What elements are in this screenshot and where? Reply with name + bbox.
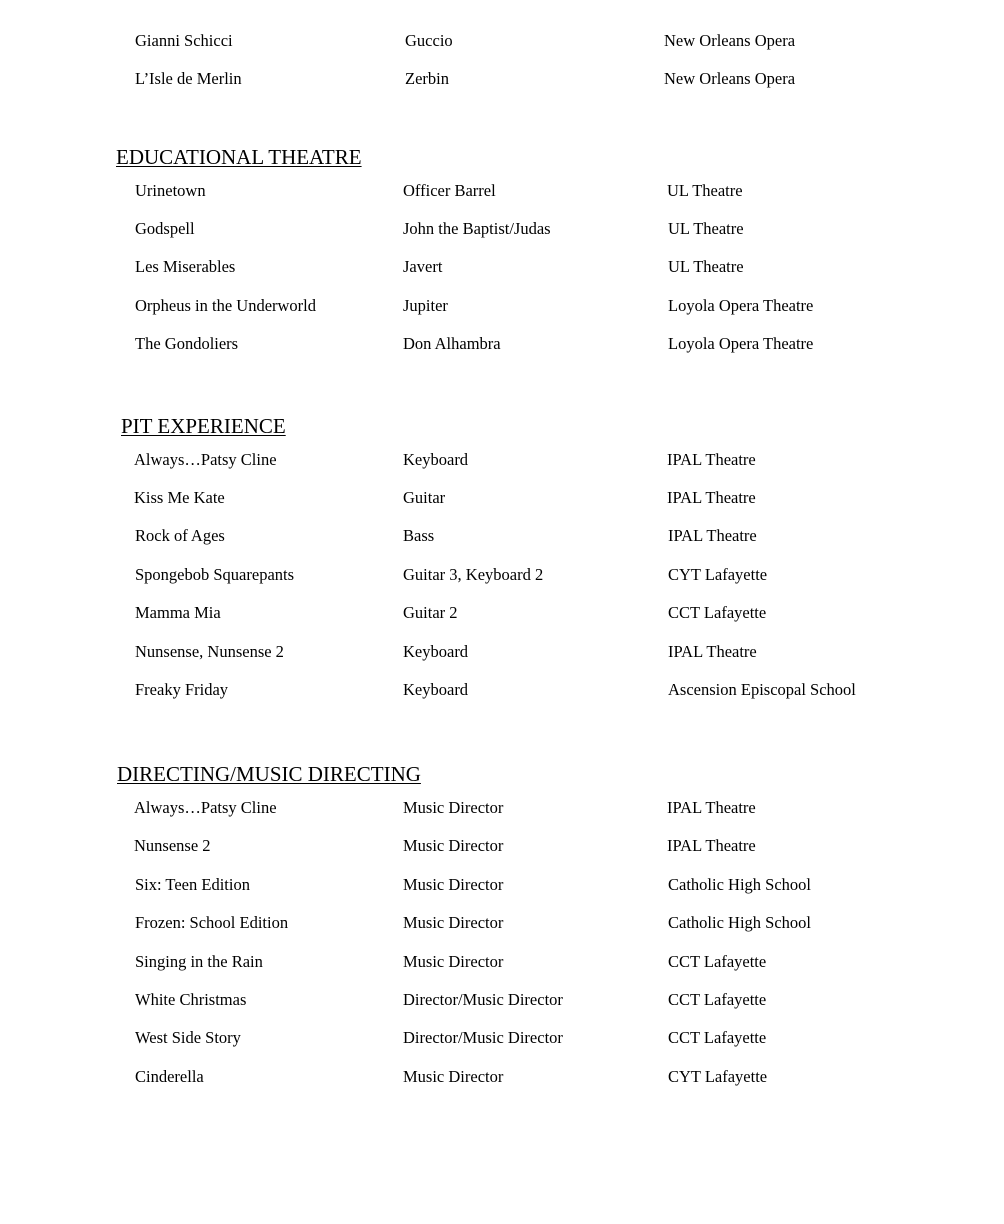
section-heading-directing: DIRECTING/MUSIC DIRECTING <box>117 762 421 786</box>
credit-title: L’Isle de Merlin <box>135 69 242 88</box>
credit-title: Rock of Ages <box>135 526 225 545</box>
credit-company: IPAL Theatre <box>667 450 756 469</box>
credit-title: Gianni Schicci <box>135 31 233 50</box>
section-heading-pit-experience: PIT EXPERIENCE <box>121 414 286 438</box>
credit-role: Music Director <box>403 798 504 817</box>
credit-title: Spongebob Squarepants <box>135 565 295 584</box>
credit-company: Catholic High School <box>668 875 811 894</box>
credit-company: CYT Lafayette <box>668 1067 768 1086</box>
credit-role: Javert <box>403 257 443 276</box>
credit-role: Music Director <box>403 913 504 932</box>
credit-title: Urinetown <box>135 181 206 200</box>
credit-company: CYT Lafayette <box>668 565 768 584</box>
credit-role: Music Director <box>403 875 504 894</box>
credit-company: IPAL Theatre <box>668 642 757 661</box>
credit-title: Always…Patsy Cline <box>134 798 277 817</box>
credit-company: New Orleans Opera <box>664 69 796 88</box>
credit-company: UL Theatre <box>668 219 744 238</box>
credit-title: Singing in the Rain <box>135 952 263 971</box>
credit-title: The Gondoliers <box>135 334 239 353</box>
credit-company: CCT Lafayette <box>668 1028 767 1047</box>
section-heading-educational-theatre: EDUCATIONAL THEATRE <box>116 145 362 169</box>
credit-role: Guitar <box>403 488 446 507</box>
credit-role: Keyboard <box>403 450 469 469</box>
credit-company: IPAL Theatre <box>668 526 757 545</box>
credit-role: Jupiter <box>403 296 448 315</box>
credit-role: Keyboard <box>403 680 469 699</box>
credit-role: Director/Music Director <box>403 990 563 1009</box>
credit-role: Bass <box>403 526 435 545</box>
credit-title: West Side Story <box>135 1028 241 1047</box>
credit-company: UL Theatre <box>667 181 743 200</box>
credit-title: Cinderella <box>135 1067 204 1086</box>
credit-title: Kiss Me Kate <box>134 488 225 507</box>
credit-role: Keyboard <box>403 642 469 661</box>
credit-title: White Christmas <box>135 990 247 1009</box>
credit-role: Officer Barrel <box>403 181 496 200</box>
credit-role: Director/Music Director <box>403 1028 563 1047</box>
credit-title: Godspell <box>135 219 195 238</box>
credit-company: IPAL Theatre <box>667 798 756 817</box>
credit-company: UL Theatre <box>668 257 744 276</box>
credit-company: CCT Lafayette <box>668 952 767 971</box>
credit-title: Nunsense 2 <box>134 836 211 855</box>
credit-title: Freaky Friday <box>135 680 229 699</box>
credit-role: Guitar 3, Keyboard 2 <box>403 565 544 584</box>
credit-title: Orpheus in the Underworld <box>135 296 317 315</box>
credit-company: Ascension Episcopal School <box>668 680 856 699</box>
credit-role: Guitar 2 <box>403 603 458 622</box>
credit-title: Mamma Mia <box>135 603 221 622</box>
credit-role: Music Director <box>403 836 504 855</box>
credit-company: CCT Lafayette <box>668 990 767 1009</box>
credit-title: Frozen: School Edition <box>135 913 289 932</box>
credit-role: John the Baptist/Judas <box>403 219 551 238</box>
credit-role: Music Director <box>403 1067 504 1086</box>
credit-company: New Orleans Opera <box>664 31 796 50</box>
credit-title: Les Miserables <box>135 257 236 276</box>
credit-role: Music Director <box>403 952 504 971</box>
credit-role: Guccio <box>405 31 453 50</box>
credit-title: Nunsense, Nunsense 2 <box>135 642 284 661</box>
credit-company: Catholic High School <box>668 913 811 932</box>
credit-company: CCT Lafayette <box>668 603 767 622</box>
credit-title: Always…Patsy Cline <box>134 450 277 469</box>
credit-role: Zerbin <box>405 69 449 88</box>
credit-company: Loyola Opera Theatre <box>668 334 814 353</box>
credit-role: Don Alhambra <box>403 334 501 353</box>
credit-title: Six: Teen Edition <box>135 875 250 894</box>
credit-company: IPAL Theatre <box>667 836 756 855</box>
credit-company: IPAL Theatre <box>667 488 756 507</box>
credit-company: Loyola Opera Theatre <box>668 296 814 315</box>
